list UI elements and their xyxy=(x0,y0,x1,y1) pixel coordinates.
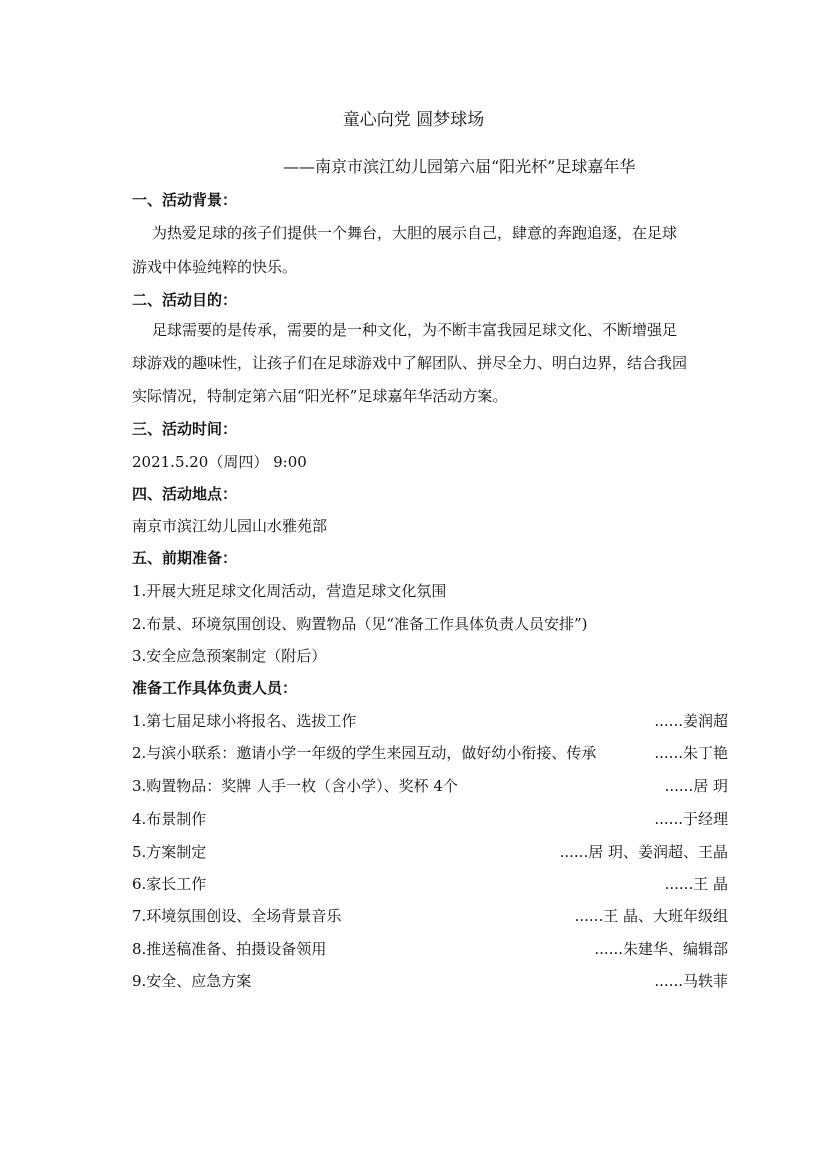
paragraph-line: 实际情况，特制定第六届“阳光杯”足球嘉年华活动方案。 xyxy=(132,387,508,405)
responsibility-person: ......马轶菲 xyxy=(654,972,728,990)
responsibility-task: 5.方案制定 xyxy=(132,843,207,861)
section-heading-background: 一、活动背景： xyxy=(132,191,238,209)
responsibility-person: ......居 玥 xyxy=(664,777,728,795)
responsibility-person: ......居 玥、姜润超、王晶 xyxy=(559,843,728,861)
section-heading-responsible: 准备工作具体负责人员： xyxy=(132,679,298,697)
section-heading-time: 三、活动时间： xyxy=(132,420,238,438)
responsibility-task: 1.第七届足球小将报名、选拔工作 xyxy=(132,712,357,730)
section-heading-preparation: 五、前期准备： xyxy=(132,549,238,567)
responsibility-person: ......王 晶 xyxy=(664,875,728,893)
responsibility-person: ......朱丁艳 xyxy=(654,744,728,762)
responsibility-person: ......于经理 xyxy=(654,810,728,828)
responsibility-person: ......姜润超 xyxy=(654,712,728,730)
preparation-item: 3.安全应急预案制定（附后） xyxy=(132,647,327,665)
paragraph-line: 游戏中体验纯粹的快乐。 xyxy=(132,258,298,276)
section-heading-place: 四、活动地点： xyxy=(132,485,238,503)
paragraph-line: 为热爱足球的孩子们提供一个舞台，大胆的展示自己，肆意的奔跑追逐，在足球 xyxy=(152,224,678,242)
responsibility-person: ......王 晶、大班年级组 xyxy=(574,907,728,925)
responsibility-task: 4.布景制作 xyxy=(132,810,207,828)
activity-place: 南京市滨江幼儿园山水雅苑部 xyxy=(132,517,328,535)
section-heading-purpose: 二、活动目的： xyxy=(132,291,238,309)
responsibility-task: 9.安全、应急方案 xyxy=(132,972,252,990)
preparation-item: 2.布景、环境氛围创设、购置物品（见“准备工作具体负责人员安排”) xyxy=(132,615,588,633)
responsibility-task: 7.环境氛围创设、全场背景音乐 xyxy=(132,907,342,925)
activity-time: 2021.5.20（周四） 9:00 xyxy=(132,453,307,471)
responsibility-task: 2.与滨小联系：邀请小学一年级的学生来园互动，做好幼小衔接、传承 xyxy=(132,744,597,762)
responsibility-task: 3.购置物品：奖牌 人手一枚（含小学）、奖杯 4个 xyxy=(132,777,458,795)
responsibility-person: ......朱建华、编辑部 xyxy=(594,940,728,958)
document-title: 童心向党 圆梦球场 xyxy=(342,110,485,130)
paragraph-line: 足球需要的是传承，需要的是一种文化，为不断丰富我园足球文化、不断增强足 xyxy=(152,321,678,339)
paragraph-line: 球游戏的趣味性，让孩子们在足球游戏中了解团队、拼尽全力、明白边界，结合我园 xyxy=(132,354,688,372)
responsibility-task: 6.家长工作 xyxy=(132,875,207,893)
document-subtitle: ——南京市滨江幼儿园第六届“阳光杯”足球嘉年华 xyxy=(283,157,636,176)
responsibility-task: 8.推送稿准备、拍摄设备领用 xyxy=(132,940,327,958)
preparation-item: 1.开展大班足球文化周活动，营造足球文化氛围 xyxy=(132,582,447,600)
